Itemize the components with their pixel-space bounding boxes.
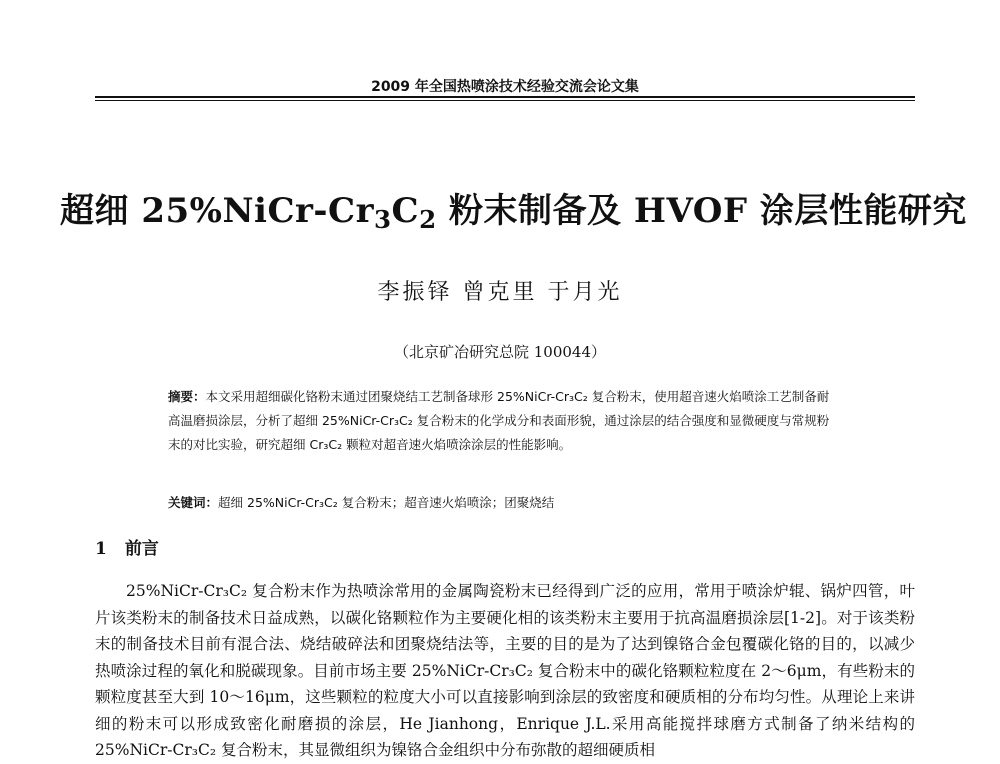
authors: 李振铎 曾克里 于月光 xyxy=(377,280,623,305)
keywords-label: 关键词： xyxy=(168,495,219,510)
section-number: 1 xyxy=(95,539,107,559)
paper-title xyxy=(60,183,967,235)
running-header: 2009 年全国热喷涂技术经验交流会论文集 xyxy=(371,79,639,95)
keywords-text: 超细 25%NiCr-Cr₃C₂ 复合粉末；超音速火焰喷涂；团聚烧结 xyxy=(218,495,555,510)
title-subscript-2: 2 xyxy=(419,205,437,235)
title-mid: C xyxy=(391,191,420,231)
section-title: 前言 xyxy=(124,539,159,559)
title-suffix: 粉末制备及 HVOF 涂层性能研究 xyxy=(436,191,967,231)
abstract xyxy=(168,385,838,457)
section-heading xyxy=(95,534,159,559)
body-paragraph: 25%NiCr-Cr₃C₂ 复合粉末作为热喷涂常用的金属陶瓷粉末已经得到广泛的应用，常用于喷涂炉辊、锅炉四管，叶片该类粉末的制备技术日益成熟，以碳化铬颗粒作为主要硬化相的该类粉末主要用于抗高温磨损涂层[1-2]。对于该类粉末的制备技术目前有混合法、烧结破碎法和团聚烧结法等，主要的目的是为了达到镍铬合金包覆碳化铬的目的，以减少热喷涂过程的氧化和脱碳现象。目前市场主要 25%NiCr-Cr₃C₂ 复合粉末中的碳化铬颗粒粒度在 2～6μm，有些粉末的颗粒度甚至大到 10～16μm，这些颗粒的粒度大小可以直接影响到涂层的致密度和硬质相的分布均匀性。从理论上来讲细的粉末可以形成致密化耐磨损的涂层，He Jianhong，Enrique J.L.采用高能搅拌球磨方式制备了纳米结构的 25%NiCr-Cr₃C₂ 复合粉末，其显微组织为镍铬合金组织中分布弥散的超细硬质相 xyxy=(95,582,915,759)
title-subscript-1: 3 xyxy=(374,205,392,235)
header-rule xyxy=(95,96,915,98)
keywords xyxy=(168,493,838,513)
title-prefix: 超细 25%NiCr-Cr xyxy=(60,191,375,231)
affiliation: （北京矿冶研究总院 100044） xyxy=(393,343,607,361)
abstract-label: 摘要： xyxy=(168,389,206,404)
header-rule-thin xyxy=(95,100,915,101)
abstract-text: 本文采用超细碳化铬粉末通过团聚烧结工艺制备球形 25%NiCr-Cr₃C₂ 复合粉末，使用超音速火焰喷涂工艺制备耐高温磨损涂层，分析了超细 25%NiCr-Cr₃C₂ 复合粉末的化学成分和表面形貌，通过涂层的结合强度和显微硬度与常规粉末的对比实验，研究超细 Cr₃C₂ 颗粒对超音速火焰喷涂涂层的性能影响。 xyxy=(168,389,830,452)
